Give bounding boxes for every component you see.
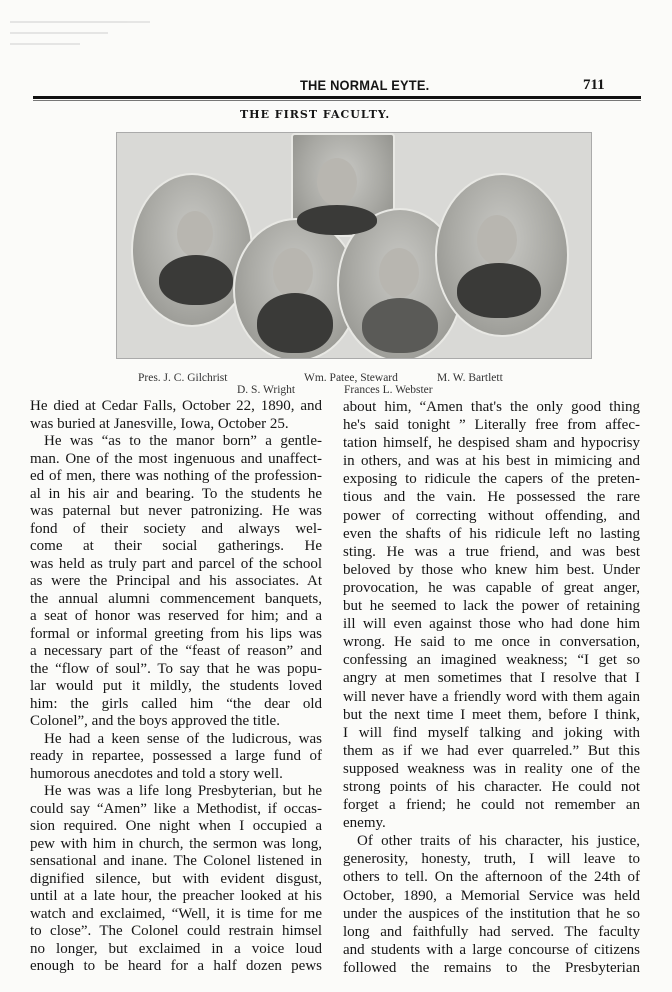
face (273, 248, 313, 298)
coat (457, 263, 541, 318)
text-line: but the next time I meet them, before I think, (343, 706, 640, 723)
text-line: enemy. (343, 815, 386, 832)
coat (257, 293, 333, 353)
text-line: but he seemed to lack the power of retaining (343, 598, 640, 615)
text-line: enough to be heard for a half dozen pews (30, 958, 322, 974)
text-line: power of correcting without offending, and (343, 507, 640, 524)
text-line: Of other traits of his character, his justice, (357, 833, 640, 850)
text-line: sensational and inane. The Colonel listened in (30, 853, 322, 869)
text-line: man. One of the most ingenuous and unaffect- (30, 450, 322, 467)
text-line: was buried at Janesville, Iowa, October 25. (30, 415, 289, 432)
face (477, 215, 517, 265)
text-line: ready in repartee, possessed a large fund of (30, 748, 322, 764)
text-line: strong points of his character. He could not (343, 778, 640, 795)
text-line: I will find myself talking and joking with (343, 724, 640, 741)
caption-bartlett: M. W. Bartlett (437, 372, 503, 384)
text-line: was paternal but never patronizing. He was (30, 503, 322, 519)
text-line: tious and the vain. He possessed the rare (343, 489, 640, 506)
text-line: sion required. One night when I occupied a (30, 818, 322, 834)
face (379, 248, 419, 298)
text-line: sting. He was a true friend, and was best (343, 543, 640, 560)
text-line: come at their social gatherings. He (30, 538, 322, 554)
text-line: al in his air and bearing. To the students he (30, 485, 322, 502)
text-line: lar would put it mildly, the students loved (30, 678, 322, 694)
text-line: him: the girls called him “the dear old (30, 695, 322, 712)
text-line: in others, and was at his best in mimicing and (343, 453, 640, 470)
bleed-through-marks (10, 12, 150, 62)
caption-webster: Frances L. Webster (344, 384, 433, 396)
text-line: about him, “Amen that's the only good thing (343, 399, 640, 415)
text-line: watch and exclaimed, “Well, it is time for me (30, 905, 322, 922)
text-line: humorous anecdotes and told a story well. (30, 765, 283, 782)
text-line: a seat of honor was reserved for him; and a (30, 608, 322, 624)
right-column (343, 398, 640, 977)
face (317, 158, 357, 206)
text-line: the “flow of soul”. To say that he was popu- (30, 660, 322, 677)
text-line: angry at men sometimes that I resolve that I (343, 670, 640, 687)
text-line: October, 1890, a Memorial Service was held (343, 887, 640, 904)
text-line: formal or informal greeting from his lips was (30, 625, 322, 642)
text-line: provocation, he was capable of great anger, (343, 579, 640, 596)
text-line: will never have a friendly word with them again (343, 688, 640, 705)
text-line: ed of men, there was nothing of the profession- (30, 468, 322, 484)
text-line: was held as truly part and parcel of the school (30, 555, 322, 572)
text-line: He died at Cedar Falls, October 22, 1890, and (30, 398, 322, 414)
text-line: wrong. He said to me once in conversation, (343, 634, 640, 651)
text-line: the annual alumni commencement banquets, (30, 590, 322, 607)
text-line: exposing to ridicule the capers of the preten- (343, 471, 640, 488)
text-line: He was was a life long Presbyterian, but he (44, 783, 322, 799)
faculty-photograph (116, 132, 592, 359)
header-rule-thin (33, 100, 641, 101)
text-line: dignified silence, but with evident disgust, (30, 870, 322, 887)
text-line: until at a late hour, the preacher looked at his (30, 888, 322, 904)
text-line: to close”. The Colonel could restrain himsel (30, 923, 322, 939)
left-column (30, 398, 322, 976)
dress (362, 298, 438, 353)
text-line: beloved by those who knew him best. Under (343, 561, 640, 578)
text-line: forget a friend; he could not remember an (343, 797, 640, 814)
page-number: 711 (583, 77, 605, 93)
text-line: and students with a large concourse of citizens (343, 941, 640, 958)
text-line: He was “as to the manor born” a gentle- (44, 433, 322, 449)
text-line: supposed weakness was in reality one of the (343, 760, 640, 777)
coat (159, 255, 233, 305)
text-line: under the auspices of the institution that he so (343, 905, 640, 922)
header-rule (33, 96, 641, 99)
section-title: THE FIRST FACULTY. (240, 108, 391, 121)
text-line: even the shafts of his ridicule left no lasting (343, 525, 640, 542)
text-line: Colonel”, and the boys approved the title. (30, 713, 280, 729)
text-line: others to tell. On the afternoon of the 24th of (343, 869, 640, 886)
text-line: a necessary part of the “feast of reason” and (30, 643, 322, 659)
running-title: THE NORMAL EYTE. (300, 77, 430, 93)
face (177, 211, 213, 257)
text-line: pew with him in church, the sermon was long, (30, 835, 322, 852)
text-line: generosity, honesty, truth, I will leave to (343, 851, 640, 868)
text-line: confessing an imagined weakness; “I get so (343, 652, 640, 669)
caption-patee: Wm. Patee, Steward (304, 372, 398, 384)
coat (297, 205, 377, 235)
text-line: them as if we had ever quarreled.” But this (343, 742, 640, 759)
text-line: could say “Amen” like a Methodist, if occas- (30, 800, 322, 817)
text-line: fond of their society and always wel- (30, 520, 322, 537)
text-line: followed the remains to the Presbyterian (343, 959, 640, 976)
text-line: no longer, but exclaimed in a voice loud (30, 940, 322, 957)
text-line: tation himself, he despised sham and hypocrisy (343, 435, 640, 452)
text-line: long and faithfully had served. The faculty (343, 923, 640, 940)
text-line: he's said tonight ” Literally free from affec- (343, 417, 640, 434)
text-line: He had a keen sense of the ludicrous, was (44, 730, 322, 747)
caption-wright: D. S. Wright (237, 384, 296, 396)
text-line: as were the Principal and his associates. At (30, 573, 322, 589)
text-line: ill will even against those who had done him (343, 616, 640, 633)
caption-gilchrist: Pres. J. C. Gilchrist (138, 372, 228, 384)
